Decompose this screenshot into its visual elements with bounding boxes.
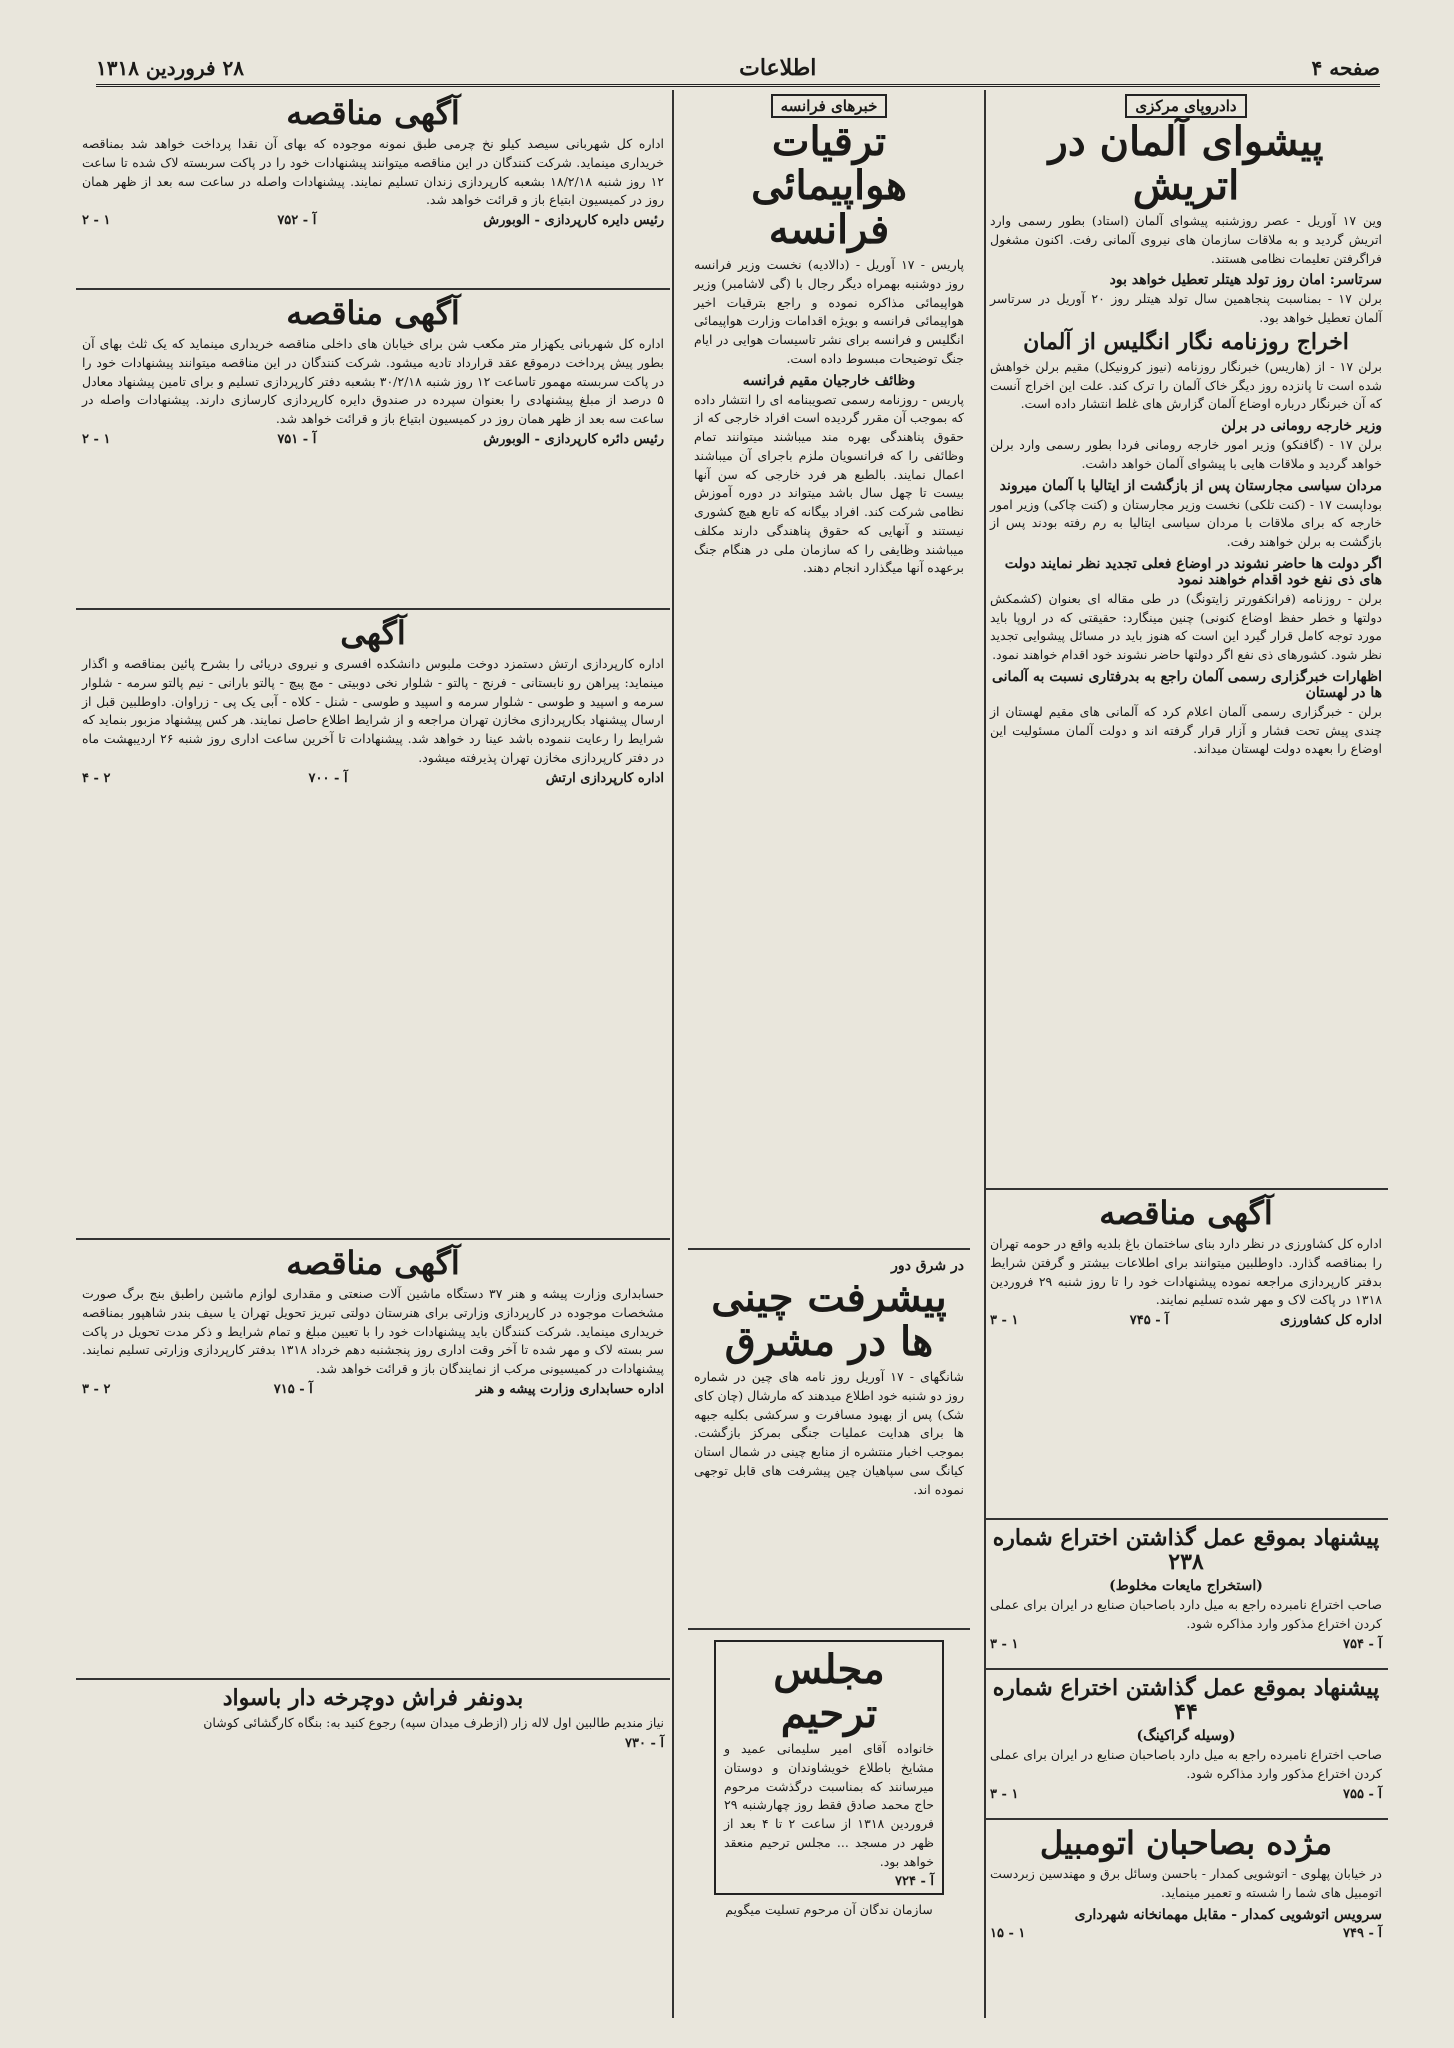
paper-name: اطلاعات xyxy=(739,55,817,81)
ad-text: صاحب اختراع نامبرده راجع به میل دارد باصاحبان صنایع در ایران برای عملی کردن اختراع مذکور وارد مذاکره شود. xyxy=(990,1597,1382,1632)
car-wash-ad xyxy=(984,1820,1388,1990)
ad-title: آگهی مناقصه xyxy=(286,94,460,132)
ad-text: اداره کل کشاورزی در نظر دارد بنای ساختمان باغ بلدیه واقع در حومه تهران را بمناقصه گذارد. داوطلبین میتوانند برای اطلاعات بیشتر و گرفتن شرایط بدفتر کارپردازی مراجعه نموده پیشنهادات خود را تا روز شنبه ۲۹ فروردین ۱۳۱۸ در پاکت لاک و مهر شده تسلیم نمایند. xyxy=(990,1236,1382,1308)
headline: مجلس ترحیم xyxy=(773,1646,885,1737)
ad-code: ۱ - ۳ xyxy=(990,1313,1019,1329)
ad-number: آ - ۷۴۵ xyxy=(1129,1313,1169,1329)
issue-date: ۲۸ فروردین ۱۳۱۸ xyxy=(96,56,244,80)
europe-news xyxy=(984,90,1388,1190)
ad-signature: اداره کارپردازی ارتش xyxy=(545,770,664,786)
ad-signature: اداره حسابداری وزارت پیشه و هنر xyxy=(476,1381,664,1397)
article-text: پاریس - روزنامه رسمی تصویبنامه ای را انتشار داده که بموجب آن مقرر گردیده است افراد خارجی که از حقوق پناهندگی بهره مند میباشند میتوانند تمام وظائفی را که فرانسویان ملزم باجرای آن میباشند اعمال نمایند. بالطبع هر فرد خارجی که سن آنها بیست تا چهل سال باشد میتواند در دوره آموزش نظامی شرکت کند. افراد بیگانه که تابع هیچ کشوری نیستند و آنهایی که حقوق پناهندگی دارند مکلف میباشند وظایفی را که سازمان ملی در هنگام جنگ برعهده آنها میگذارد انجام دهند. xyxy=(694,391,964,576)
ad-title: آگهی مناقصه xyxy=(286,294,460,332)
article-text: برلن ۱۷ - بمناسبت پنجاهمین سال تولد هیتلر روز ۲۰ آوریل در سرتاسر آلمان تعطیل خواهد بود. xyxy=(990,291,1382,325)
article-text: پاریس - ۱۷ آوریل - (دالادیه) نخست وزیر فرانسه روز دوشنبه بهمراه دیگر رجال با (گی لاشامبر) وزیر هواپیمائی مذاکره نموده و راجع بترقیات اخیر هواپیمائی فرانسه و بویژه اقدامات وزارت هواپیمائی انگلیس و فرانسه برای نشر تاسیسات هوایی در ایام جنگ توضیحات مبسوط داده است. xyxy=(694,257,964,366)
ad-signature: رئیس دایره کارپردازی - الوبورش xyxy=(483,213,664,229)
notice-text: خانواده آقای امیر سلیمانی عمید و مشایخ باطلاع خویشاوندان و دوستان میرسانند که بمناسبت درگذشت مرحوم حاج محمد صادق فقط روز چهارشنبه ۲۹ فروردین ۱۳۱۸ از ساعت ۲ تا ۴ بعد از ظهر در مسجد ... مجلس ترحیم منعقد خواهد بود. xyxy=(724,1741,934,1869)
page-number: صفحه ۴ xyxy=(1311,56,1380,80)
headline: پیشرفت چینی ها در مشرق xyxy=(711,1274,947,1365)
ad-number: آ - ۷۵۵ xyxy=(1342,1786,1382,1802)
ad-number: آ - ۷۱۵ xyxy=(273,1381,313,1397)
article-text: شانگهای - ۱۷ آوریل روز نامه های چین در شماره روز دو شنبه خود اطلاع میدهند که مارشال (چان کای شک) پس از بهبود مسافرت و سرکشی بکلیه جبهه ها برای هدایت عملیات جنگی بمرکز بازگشت. بموجب اخبار منتشره از منابع چینی در شمال استان کیانگ سی سپاهیان چین پیشرفت های قابل توجهی نموده اند. xyxy=(694,1369,964,1497)
ad-number: آ - ۷۵۴ xyxy=(1342,1636,1382,1652)
article-text: برلن ۱۷ - (گافنکو) وزیر امور خارجه رومانی فردا بطور رسمی وارد برلن خواهد گردید و ملاقات هایی با پیشوای آلمان خواهد داشت. xyxy=(990,437,1382,471)
article-text: وین ۱۷ آوریل - عصر روزشنبه پیشوای آلمان (استاد) بطور رسمی وارد اتریش گردید و به ملاقات سازمان های نیروی آلمانی رفت. اکنون مشغول فراگرفتن تعلیمات نظامی هستند. xyxy=(990,213,1382,266)
ad-text: حسابداری وزارت پیشه و هنر ۳۷ دستگاه ماشین آلات صنعتی و مقداری لوازم ماشین راطبق بنج برگ صورت مشخصات موجوده در کارپردازی وزارتی برای هنرستان دولتی تبریز تحویل تهران یا سیف بندر شاهپور بمناقصه خریداری مینماید. شرکت کنندگان باید پیشنهادات خود را با تعیین مبلغ و تمام شرایط و ذکر مدت تحویل در پاکت سر بسته لاک و مهر شده تا آخر وقت اداری روز پنجشنبه دهم خرداد ۱۳۱۸ بدفتر کارپردازی وزارتی تسلیم نمایند. پیشنهادات در کمیسیونی مرکب از نمایندگان باز و قرائت خواهد شد. xyxy=(82,1286,664,1377)
ad-title: پیشنهاد بموقع عمل گذاشتن اختراع شماره ۲۳۸ xyxy=(992,1525,1380,1576)
ad-code: ۱ - ۳ xyxy=(990,1786,1019,1802)
article-text: برلن - خبرگزاری رسمی آلمان اعلام کرد که آلمانی های مقیم لهستان از چندی پیش تحت فشار و آزار قرار گرفته اند و دولت آلمان مسئولیت این اوضاع را بعهده دولت لهستان میداند. xyxy=(990,703,1382,757)
ad-text: صاحب اختراع نامبرده راجع به میل دارد باصاحبان صنایع در ایران برای عملی کردن اختراع مذکور وارد مذاکره شود. xyxy=(990,1747,1382,1782)
ad-code: ۲ - ۴ xyxy=(82,770,111,786)
ad-text: اداره کل شهربانی سیصد کیلو نخ چرمی طبق نمونه موجوده که بهای آن نقدا پرداخت خواهد شد بمناقصه خریداری مینماید. شرکت کنندگان در این مناقصه میتوانند پیشنهادات خود را در پاکت سربسته لاک شده تا ساعت ۱۲ روز شنبه ۱۸/۲/۱۸ بشعبه کارپردازی زندان تسلیم نمایند. پیشنهادات واصله در ساعت سه بعد از ظهر همان روز در کمیسیون ابتیاع باز و قرائت خواهد شد. xyxy=(82,136,665,208)
ad-code: ۱ - ۲ xyxy=(82,431,111,447)
subheadline: مردان سیاسی مجارستان پس از بازگشت از ایتالیا با آلمان میروند xyxy=(999,477,1382,494)
tender-ad xyxy=(76,90,670,290)
headline: اخراج روزنامه نگار انگلیس از آلمان xyxy=(1023,328,1349,355)
patent-ad xyxy=(984,1520,1388,1670)
subheadline: اظهارات خبرگزاری رسمی آلمان راجع به بدرفتاری نسبت به آلمانی ها در لهستان xyxy=(991,668,1382,701)
ad-title: آگهی مناقصه xyxy=(286,1244,460,1282)
ad-title: مژده بصاحبان اتومبیل xyxy=(1039,1824,1333,1862)
ad-number: آ - ۷۲۴ xyxy=(894,1874,934,1890)
france-news xyxy=(688,90,970,1250)
right-column xyxy=(984,90,1388,2018)
ad-text: در خیابان پهلوی - اتوشویی کمدار - باحسن وسائل برق و مهندسین زبردست اتومبیل های شما را شسته و تعمیر مینماید. xyxy=(990,1866,1382,1900)
ad-title: آگهی xyxy=(340,614,406,652)
ad-text: اداره کارپردازی ارتش دستمزد دوخت ملبوس دانشکده افسری و نیروی دریائی را بشرح پائین بمناقصه و اگذار مینماید: پیراهن رو نابستانی - فرنج - پالتو - شلوار نخی دوبیتی - مچ پیچ - پالتو بارانی - نیم پالتو سرمه - شلوار سرمه و اسپید و طوسی - شلوار سرمه و اسپید و طوسی - شنل - کلاه - آبی یک پی - زراوان. داوطلبین قبل از ارسال پیشنهاد بکارپردازی مخازن تهران مراجعه و از شرایط اطلاع حاصل نمایند. هر کس پیشنهاد مزبور بنماید که شرایط را رعایت ننموده باشد عینا رد خواهد شد. پیشنهادات تا آخرین ساعت اداری روز شنبه ۲۶ اردیبهشت ماه در دفتر کارپردازی مخازن تهران پذیرفته میشود. xyxy=(82,656,664,765)
condolence-line: سازمان ندگان آن مرحوم تسلیت میگویم xyxy=(725,1902,933,1918)
headline: پیشوای آلمان در اتریش xyxy=(1048,118,1324,209)
left-column xyxy=(76,90,670,2018)
tender-ad xyxy=(76,1240,670,1680)
ad-signature: اداره کل کشاورزی xyxy=(1280,1313,1382,1329)
ad-number: آ - ۷۰۰ xyxy=(308,770,348,786)
tender-ad xyxy=(76,290,670,610)
ad-number: آ - ۷۵۲ xyxy=(277,213,317,229)
masthead xyxy=(96,52,1380,87)
subheadline: وزیر خارجه رومانی در برلن xyxy=(1221,418,1382,435)
ad-code: ۱ - ۱۵ xyxy=(990,1925,1026,1941)
ad-signature: سرویس اتوشویی کمدار - مقابل مهمانخانه شهرداری xyxy=(1074,1906,1382,1923)
section-label: در شرق دور xyxy=(891,1258,964,1274)
ad-number: آ - ۷۵۱ xyxy=(277,431,317,447)
article-text: برلن ۱۷ - از (هاریس) خبرنگار روزنامه (نیوز کرونیکل) مقیم برلن خواهش شده است تا پانزده روز دیگر خاک آلمان را ترک کند. علت این اخراج آنست که آن خبرنگار درباره اوضاع آلمان گزارش های غلط انتشار داده است. xyxy=(990,358,1382,412)
subheadline: سرتاسر: امان روز تولد هیتلر تعطیل خواهد بود xyxy=(1109,272,1382,289)
ad-title: آگهی مناقصه xyxy=(1099,1194,1273,1232)
china-news xyxy=(688,1250,970,1630)
ad-subtitle: (استخراج مایعات مخلوط) xyxy=(1109,1578,1263,1595)
ad-number: آ - ۷۴۹ xyxy=(1342,1925,1382,1941)
memorial-notice xyxy=(688,1630,970,1990)
ad-code: ۱ - ۲ xyxy=(82,213,111,229)
tender-ad xyxy=(984,1190,1388,1520)
column-divider xyxy=(672,90,674,2018)
ad-text: نیاز مندیم طالبین اول لاله زار (ازطرف میدان سپه) رجوع کنید به: بنگاه کارگشائی کوشان xyxy=(203,1715,664,1731)
subheadline: وظائف خارجیان مقیم فرانسه xyxy=(742,372,916,389)
ad-title: پیشنهاد بموقع عمل گذاشتن اختراع شماره ۴۴ xyxy=(992,1675,1380,1726)
article-text: برلن - روزنامه (فرانکفورتر زایتونگ) در طی مقاله ای بعنوان (کشمکش دولتها و خطر حفظ اوضاع کنونی) چنین مینگارد: حقیقتی که در اروپا باید مورد توجه کامل قرار گیرد این است که هنوز باید در مسائل پیشوایی تجدید نظر شود. کشورهای ذی نفع اگر دولتها حاضر نشوند خود اقدام خواهند نمود. xyxy=(990,590,1382,663)
headline: ترقیات هواپیمائی فرانسه xyxy=(751,118,907,253)
article-text: بوداپست ۱۷ - (کنت تلکی) نخست وزیر مجارستان و (کنت چاکی) وزیر امور خارجه که برای ملاقات با مردان سیاسی ایتالیا به رم رفته بودند پس از بازگشت به برلن خواهند رفت. xyxy=(990,496,1382,550)
job-ad xyxy=(76,1680,670,1800)
ad-code: ۲ - ۳ xyxy=(82,1381,111,1397)
ad-subtitle: (وسیله گراکینگ) xyxy=(1136,1728,1236,1745)
middle-column xyxy=(688,90,970,2018)
ad-code: ۱ - ۳ xyxy=(990,1636,1019,1652)
army-ad xyxy=(76,610,670,1240)
patent-ad xyxy=(984,1670,1388,1820)
ad-text: اداره کل شهربانی یکهزار متر مکعب شن برای خیابان های داخلی مناقصه خریداری مینماید که یک ثلث بهای آن بطور پیش پرداخت درموقع عقد قرارداد تادیه میشود. شرکت کنندگان در این مناقصه میتوانند پیشنهادات خود را در پاکت سربسته مهمور تاساعت ۱۲ روز شنبه ۳۰/۲/۱۸ بشعبه دفتر کارپردازی تسلیم و برای تامین پیشنهاد معادل ۵ درصد از مبلغ پیشنهادی را بعنوان سپرده در صندوق دایره کارپردازی کارسازی دارند. پیشنهادات واصله در ساعت سه بعد از ظهر همان روز در کمیسیون ابتیاع باز و قرائت خواهد شد. xyxy=(82,336,665,427)
ad-signature: رئیس دائره کارپردازی - الوبورش xyxy=(483,431,664,447)
ad-title: بدونفر فراش دوچرخه دار باسواد xyxy=(222,1685,524,1711)
section-label: دادروپای مرکزی xyxy=(1125,94,1246,118)
subheadline: اگر دولت ها حاضر نشوند در اوضاع فعلی تجدید نظر نمایند دولت های ذی نفع خود اقدام خواهند نمود xyxy=(1004,555,1382,588)
ad-number: آ - ۷۳۰ xyxy=(624,1735,664,1751)
section-label: خبرهای فرانسه xyxy=(771,94,888,118)
